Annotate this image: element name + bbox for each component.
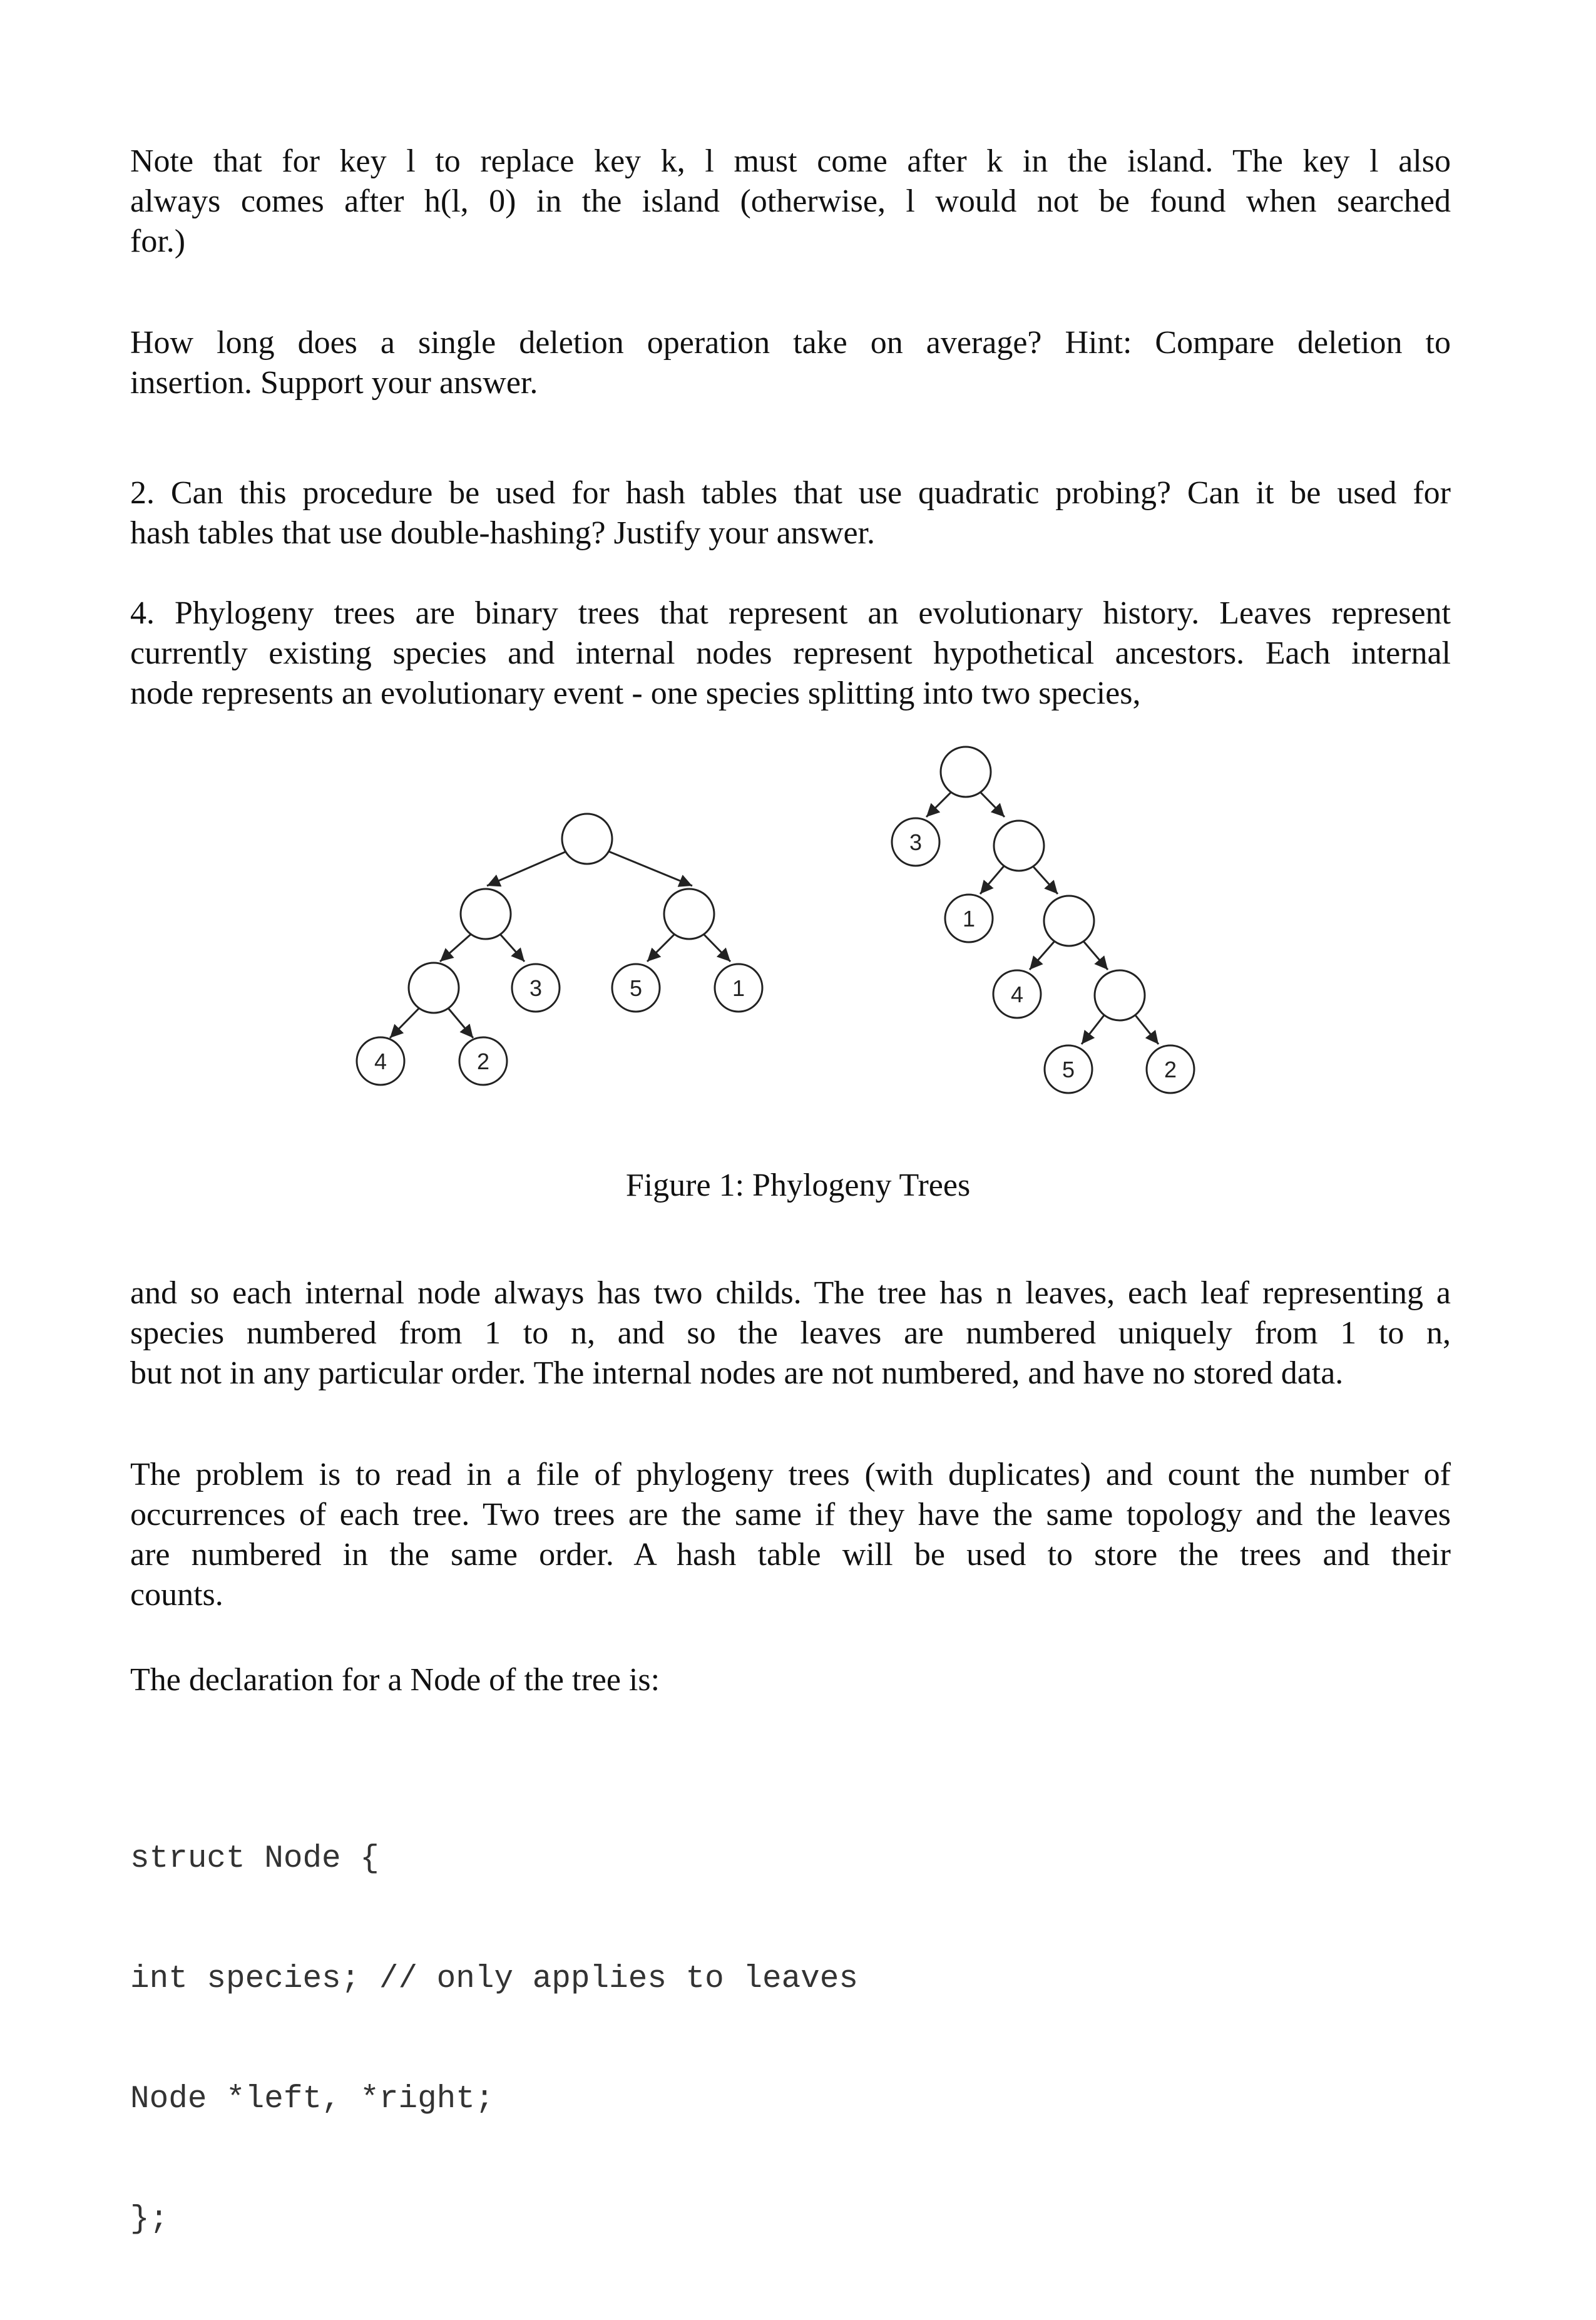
tree1-edge [447, 1007, 473, 1038]
text-line: The declaration for a Node of the tree is: [130, 1662, 660, 1698]
text-line: The problem is to read in a file of phylogeny trees (with duplicates) and count the number of [130, 1457, 1451, 1492]
tree2-edge [978, 790, 1005, 817]
tree1-leaf-label: 2 [476, 1049, 490, 1074]
tree2-edge [926, 790, 953, 817]
tree1-edge [440, 933, 473, 962]
text-line: for.) [130, 223, 186, 259]
code-block [130, 1759, 858, 2320]
tree1-edge [499, 933, 524, 962]
text-line: hash tables that use double-hashing? Justify your answer. [130, 515, 875, 551]
tree1-leaf-label: 1 [732, 975, 745, 1001]
tree2-edge [1082, 1013, 1106, 1044]
tree2-leaf-label: 1 [962, 906, 976, 932]
paragraph-internal-nodes [130, 1273, 1451, 1394]
tree2-internal-node [1095, 970, 1145, 1020]
tree2-edge [1030, 939, 1056, 970]
text-line: insertion. Support your answer. [130, 365, 538, 401]
tree1-internal-node [409, 963, 459, 1013]
tree1-edge [647, 933, 676, 962]
paragraph-declaration-intro [130, 1660, 1451, 1700]
text-line: How long does a single deletion operation take on average? Hint: Compare deletion to [130, 325, 1451, 361]
text-line: occurrences of each tree. Two trees are the same if they have the same topology and the leaves [130, 1497, 1451, 1532]
tree1-edge [487, 849, 571, 886]
tree1-leaf-label: 5 [629, 975, 643, 1001]
text-line: node represents an evolutionary event - one species splitting into two species, [130, 675, 1141, 711]
tree1-edge [604, 849, 692, 886]
code-line: struct Node { [130, 1841, 379, 1877]
text-line: always comes after h(l, 0) in the island (otherwise, l would not be found when searched [130, 183, 1451, 219]
code-line: int species; // only applies to leaves [130, 1961, 858, 1997]
tree2-edge [1133, 1013, 1159, 1044]
tree2-edge [1082, 939, 1108, 970]
tree1-edge [702, 933, 730, 962]
tree1-leaf-label: 4 [374, 1049, 387, 1074]
tree2-edge [1031, 864, 1058, 894]
paragraph-problem-statement [130, 1455, 1451, 1615]
tree2-internal-node [994, 821, 1044, 871]
text-line: species numbered from 1 to n, and so the leaves are numbered uniquely from 1 to n, [130, 1315, 1451, 1351]
text-line: 4. Phylogeny trees are binary trees that represent an evolutionary history. Leaves represent [130, 595, 1451, 631]
tree2-nodes [892, 747, 1194, 1093]
tree1-internal-node [664, 889, 714, 939]
tree1-leaf-label: 3 [529, 975, 543, 1001]
code-line: }; [130, 2202, 169, 2237]
tree2-internal-node [941, 747, 991, 797]
text-line: counts. [130, 1577, 223, 1613]
tree2-edge [980, 864, 1006, 894]
text-line: currently existing species and internal nodes represent hypothetical ancestors. Each internal [130, 635, 1451, 671]
tree1-internal-node [461, 889, 511, 939]
tree1-edge [390, 1007, 421, 1038]
tree2-leaf-label: 3 [909, 829, 923, 855]
tree2-leaf-label: 4 [1010, 982, 1024, 1007]
text-line: but not in any particular order. The internal nodes are not numbered, and have no stored data. [130, 1355, 1344, 1391]
text-line: are numbered in the same order. A hash table will be used to store the trees and their [130, 1537, 1451, 1573]
text-line: Note that for key l to replace key k, l must come after k in the island. The key l also [130, 143, 1451, 179]
tree2-leaf-label: 5 [1061, 1057, 1075, 1082]
tree2-internal-node [1044, 896, 1094, 946]
figure-caption: Figure 1: Phylogeny Trees [625, 1168, 971, 1203]
tree2-leaf-label: 2 [1164, 1057, 1177, 1082]
tree1-internal-node [562, 814, 612, 864]
text-line: and so each internal node always has two childs. The tree has n leaves, each leaf representing a [130, 1275, 1451, 1311]
code-line: Node *left, *right; [130, 2081, 494, 2117]
text-line: 2. Can this procedure be used for hash tables that use quadratic probing? Can it be used for [130, 475, 1451, 511]
